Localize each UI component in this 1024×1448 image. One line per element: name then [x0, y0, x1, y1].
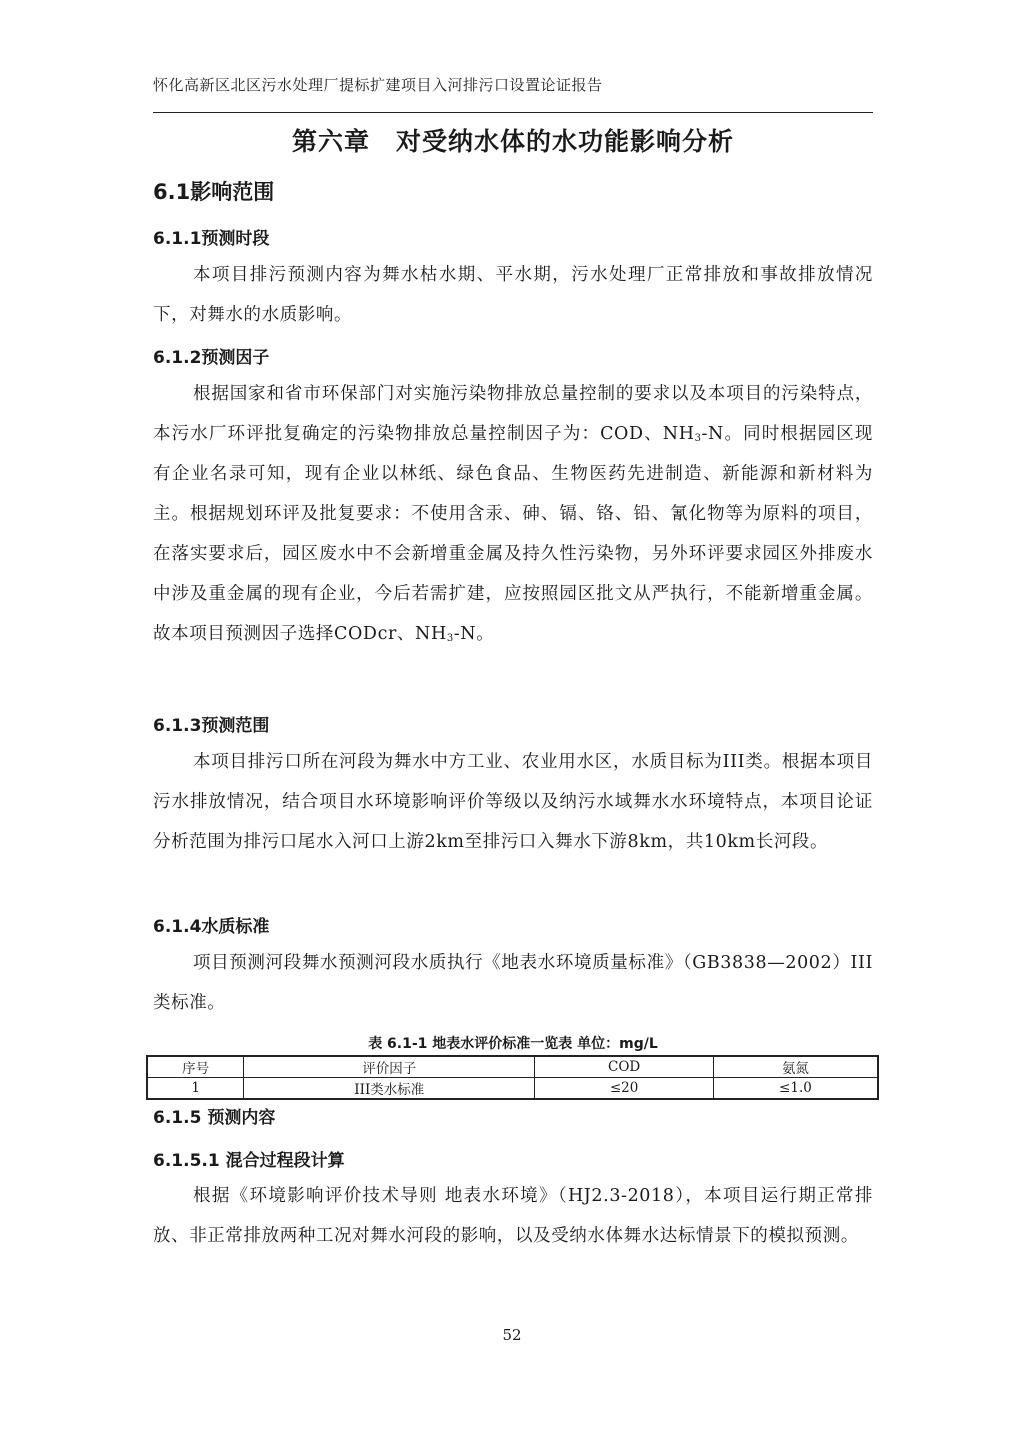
section-heading-6-1: 6.1影响范围 — [153, 180, 275, 204]
paragraph-6-1-1: 本项目排污预测内容为舞水枯水期、平水期，污水处理厂正常排放和事故排放情况下，对舞水的水质影响。 — [153, 265, 873, 325]
table-row — [147, 1078, 878, 1100]
table-cell: ≤1.0 — [713, 1078, 878, 1100]
paragraph-6-1-5-1: 根据《环境影响评价技术导则 地表水环境》（HJ2.3-2018），本项目运行期正常排放、非正常排放两种工况对舞水河段的影响，以及受纳水体舞水达标情景下的模拟预测。 — [153, 1186, 873, 1246]
chapter-name: 对受纳水体的水功能影响分析 — [396, 127, 735, 156]
subscript-3: 3 — [694, 433, 702, 444]
table-cell: 1 — [147, 1078, 244, 1100]
table-header-cell: COD — [535, 1056, 714, 1078]
section-heading-6-1-5: 6.1.5 预测内容 — [153, 1108, 276, 1128]
paragraph-6-1-4: 项目预测河段舞水预测河段水质执行《地表水环境质量标准》（GB3838—2002）III类标准。 — [153, 953, 873, 1013]
table-header-cell: 评价因子 — [244, 1056, 535, 1078]
paragraph-6-1-2 — [153, 374, 873, 654]
table-header-row — [147, 1056, 878, 1078]
chapter-title — [153, 122, 873, 158]
table-cell: III类水标准 — [244, 1078, 535, 1100]
chapter-number: 第六章 — [291, 127, 370, 156]
header-rule — [153, 112, 873, 113]
paragraph-6-1-3: 本项目排污口所在河段为舞水中方工业、农业用水区，水质目标为III类。根据本项目污水排放情况，结合项目水环境影响评价等级以及纳污水域舞水水环境特点，本项目论证分析范围为排污口尾水入河口上游2km至排污口入舞水下游8km，共10km长河段。 — [153, 752, 873, 852]
table-caption: 表 6.1-1 地表水评价标准一览表 单位：mg/L — [368, 1036, 658, 1052]
section-heading-6-1-5-1: 6.1.5.1 混合过程段计算 — [153, 1151, 345, 1171]
section-heading-6-1-2: 6.1.2预测因子 — [153, 348, 270, 368]
paragraph-6-1-2-part-c: -N。 — [453, 624, 495, 644]
standards-table — [146, 1055, 879, 1100]
subscript-3: 3 — [446, 633, 454, 644]
running-header: 怀化高新区北区污水处理厂提标扩建项目入河排污口设置论证报告 — [153, 76, 603, 94]
section-heading-6-1-1: 6.1.1预测时段 — [153, 229, 270, 249]
section-heading-6-1-4: 6.1.4水质标准 — [153, 917, 270, 937]
page-number: 52 — [502, 1326, 522, 1344]
table-header-cell: 氨氮 — [713, 1056, 878, 1078]
paragraph-6-1-2-part-b: -N。同时根据园区现有企业名录可知，现有企业以林纸、绿色食品、生物医药先进制造、新能源和新材料为主。根据规划环评及批复要求：不使用含汞、砷、镉、铬、铅、氰化物等为原料的项目，在落实要求后，园区废水中不会新增重金属及持久性污染物，另外环评要求园区外排废水中涉及重金属的现有企业，今后若需扩建，应按照园区批文从严执行，不能新增重金属。故本项目预测因子选择CODcr、NH — [153, 424, 873, 644]
table-cell: ≤20 — [535, 1078, 714, 1100]
table-header-cell: 序号 — [147, 1056, 244, 1078]
paragraph-6-1-2-part-a: 根据国家和省市环保部门对实施污染物排放总量控制的要求以及本项目的污染特点，本污水厂环评批复确定的污染物排放总量控制因子为：COD、NH — [153, 384, 873, 444]
section-heading-6-1-3: 6.1.3预测范围 — [153, 716, 270, 736]
